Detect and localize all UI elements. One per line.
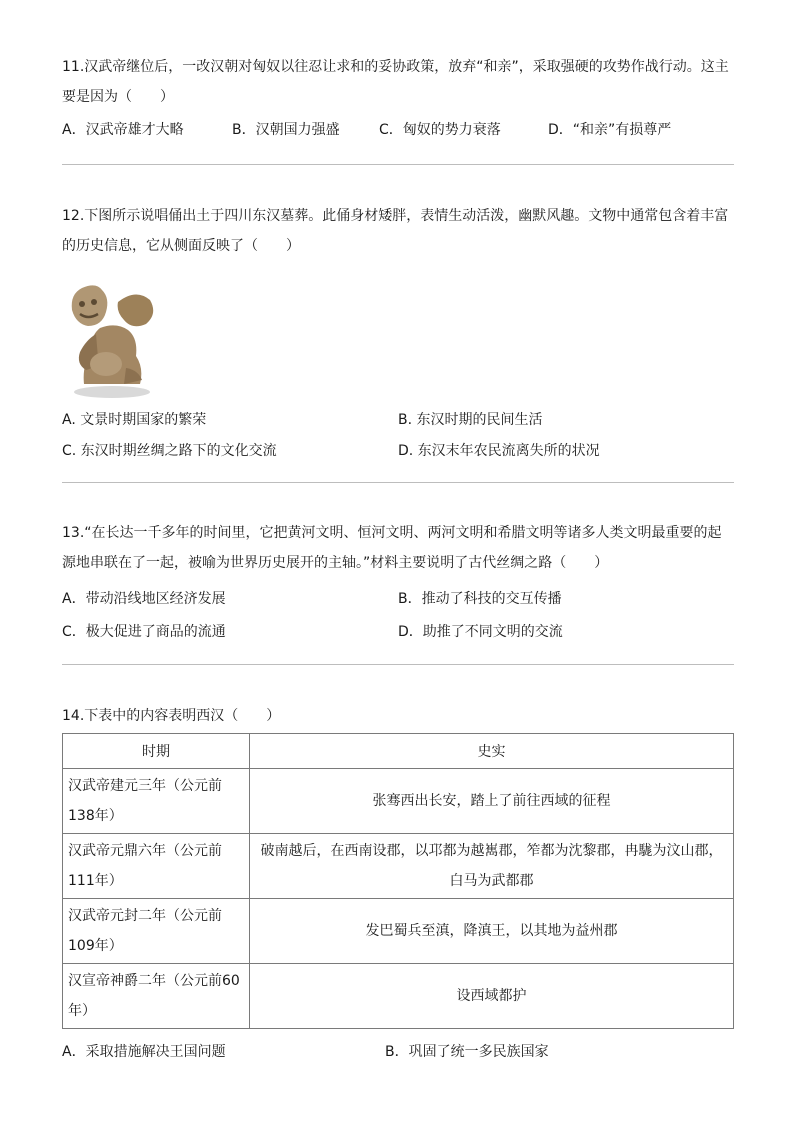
pottery-figurine-image <box>66 272 158 400</box>
q12-option-b[interactable]: B. 东汉时期的民间生活 <box>398 412 543 428</box>
table-cell-period: 汉武帝元封二年（公元前109年） <box>63 899 250 964</box>
table-row <box>63 834 734 899</box>
table-cell-fact: 设西域都护 <box>250 964 734 1029</box>
q13-option-c[interactable]: C．极大促进了商品的流通 <box>62 624 226 640</box>
q12-option-d[interactable]: D. 东汉末年农民流离失所的状况 <box>398 443 600 459</box>
q12-option-a[interactable]: A. 文景时期国家的繁荣 <box>62 412 207 428</box>
table-cell-fact: 张骞西出长安，踏上了前往西域的征程 <box>250 769 734 834</box>
q11-option-d[interactable]: D．“和亲”有损尊严 <box>548 122 672 138</box>
q11-option-b[interactable]: B．汉朝国力强盛 <box>232 122 340 138</box>
divider <box>62 164 734 165</box>
table-header-row <box>63 734 734 769</box>
q13-option-d[interactable]: D．助推了不同文明的交流 <box>398 624 563 640</box>
q14-option-b[interactable]: B．巩固了统一多民族国家 <box>385 1044 549 1060</box>
q12-option-c[interactable]: C. 东汉时期丝绸之路下的文化交流 <box>62 443 277 459</box>
divider <box>62 482 734 483</box>
table-row <box>63 964 734 1029</box>
question-14-stem: 14.下表中的内容表明西汉（ ） <box>62 708 281 724</box>
table-cell-fact: 发巴蜀兵至滇，降滇王，以其地为益州郡 <box>250 899 734 964</box>
question-13-stem: 13.“在长达一千多年的时间里，它把黄河文明、恒河文明、两河文明和希腊文明等诸多人类文明最重要的起源地串联在了一起，被喻为世界历史展开的主轴。”材料主要说明了古代丝绸之路（ ） <box>62 525 722 571</box>
q11-option-c[interactable]: C．匈奴的势力衰落 <box>379 122 501 138</box>
table-row <box>63 769 734 834</box>
q13-option-a[interactable]: A．带动沿线地区经济发展 <box>62 591 226 607</box>
question-12-stem: 12.下图所示说唱俑出土于四川东汉墓葬。此俑身材矮胖，表情生动活泼，幽默风趣。文物中通常包含着丰富的历史信息，它从侧面反映了（ ） <box>62 208 729 254</box>
table-row <box>63 899 734 964</box>
table-header-period: 时期 <box>63 734 250 769</box>
divider <box>62 664 734 665</box>
pottery-figurine-icon <box>66 272 158 400</box>
table-header-fact: 史实 <box>250 734 734 769</box>
q13-option-b[interactable]: B．推动了科技的交互传播 <box>398 591 562 607</box>
table-cell-period: 汉宣帝神爵二年（公元前60年） <box>63 964 250 1029</box>
q11-option-a[interactable]: A．汉武帝雄才大略 <box>62 122 184 138</box>
history-table <box>62 733 734 1029</box>
table-cell-period: 汉武帝建元三年（公元前138年） <box>63 769 250 834</box>
table-cell-period: 汉武帝元鼎六年（公元前111年） <box>63 834 250 899</box>
q14-option-a[interactable]: A．采取措施解决王国问题 <box>62 1044 226 1060</box>
question-11-stem: 11.汉武帝继位后，一改汉朝对匈奴以往忍让求和的妥协政策，放弃“和亲”，采取强硬的攻势作战行动。这主要是因为（ ） <box>62 59 729 105</box>
table-cell-fact: 破南越后，在西南设郡，以邛都为越嶲郡，笮都为沈黎郡，冉駹为汶山郡，白马为武都郡 <box>250 834 734 899</box>
